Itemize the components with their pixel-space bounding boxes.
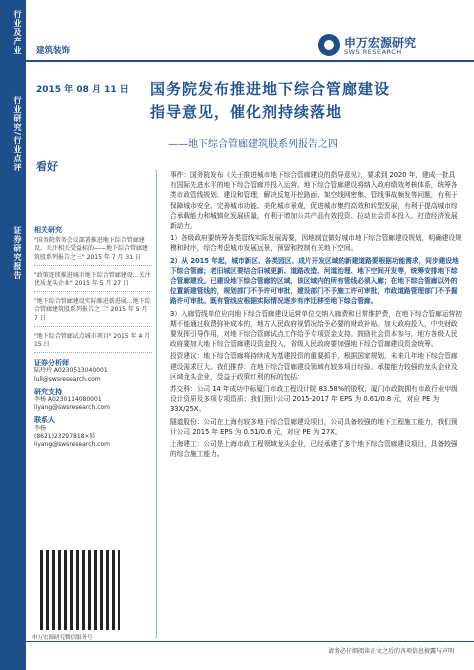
related-header: 相关研究 xyxy=(34,226,62,234)
contact-info: 李杨 A0230114080001 liyang@swsresearch.com xyxy=(34,396,111,412)
footer-disclaimer: 请务必仔细阅读正文之后的各项信息披露与声明 xyxy=(327,648,454,655)
logo-en: SWS RESEARCH xyxy=(344,48,402,56)
contact-header-2: 联系人 xyxy=(34,416,55,425)
report-body xyxy=(170,170,462,461)
analyst-info: 陆玲玲 A0230513040001 lull@swsresearch.com xyxy=(34,367,108,383)
related-item[interactable]: "地下综合管廊建设实际推进新进展…地下综合管廊建筑股系列报告之二" 2015 年 5 月 7 日 xyxy=(34,298,152,327)
related-item[interactable]: "国务院常务会议部署推进地下综合管廊建设，关注相关受益标的——地下综合管廊建筑股系列报告之三" 2015 年 7 月 31 日 xyxy=(34,237,152,266)
left-column xyxy=(34,226,152,449)
related-item[interactable]: "政策连续推进城市地下综合管廊建设…关注优质龙头企业" 2015 年 5 月 27 日 xyxy=(34,272,152,292)
sector-label: 建筑装饰 xyxy=(36,46,71,56)
report-title-line1: 国务院发布推进地下综合管廊建设 xyxy=(150,80,391,98)
body-paragraph: 2）从 2015 年起，城市新区、各类园区、成片开发区域的新建道路要根据功能需求，同步建设地下综合管廊；老旧城区要结合旧城更新、道路改造、河道治理、地下空间开发等，统筹安排地下综合管廊建设。已建设地下综合管廊的区域，该区域内的所有管线必须入廊；在地下综合管廊以外的位置新建管线的，规划部门不予许可审批，建设部门不予施工许可审批，市政道路管理部门不予掘路许可审批。既有管线应根据实际情况逐步有序迁移至地下综合管廊。 xyxy=(170,256,459,306)
contact-header: 研究支持 xyxy=(34,387,62,396)
header-divider xyxy=(26,60,474,62)
company-logo xyxy=(318,34,468,58)
analyst-header: 证券分析师 xyxy=(34,359,69,368)
body-paragraph: 苏交科：公司 14 年成功中标厦门市政工程设计院 83.58%的股权，厦门市政院拥有市政行业甲级设计资质及多项专项资质；我们预计公司 2015-2017 年 EPS 为 0.61/0.8 元，对应 PE 为 33X/25X。 xyxy=(170,385,458,414)
logo-cn: 申万宏源研究 xyxy=(344,36,417,50)
body-paragraph: 隧道股份：公司在上海有较多地下综合管廊建设项目，公司具备较强的地下工程施工能力，我们预计公司 2015 年 EPS 为 0.51/0.6 元，对应 PE 为 27X。 xyxy=(170,417,458,436)
sidebar-low-label: 证券研究报告 xyxy=(13,226,22,280)
report-subtitle: ——地下综合管廊建筑股系列报告之四 xyxy=(168,139,338,150)
related-item[interactable]: "地下综合管廊试点城市项目" 2015 年 4 月 15 日 xyxy=(34,333,152,353)
footer-divider xyxy=(26,641,474,642)
contact-info-2: 李杨 (8621)23297818×转 liyang@swsresearch.com xyxy=(34,424,111,449)
sidebar-top-label: 行业及产业 xyxy=(13,10,22,55)
body-paragraph: 上海建工：公司是上海市政工程领域龙头企业，已经承建了多个地下综合管廊建设项目，具备较强的综合施工能力。 xyxy=(170,440,458,459)
body-paragraph: 事件：国务院发布《关于推进城市地下综合管廊建设的指导意见》，要求到 2020 年，建成一批具有国际先进水平的地下综合管廊并投入运营。地下综合管廊建设将纳入政府绩效考核体系，统筹各类市政管线规划、建设和管理，解决反复开挖路面、架空线网密集、管线事故频发等问题，有利于保障城市安全、完善城市功能、美化城市景观，促进城市集约高效和转型发展，有利于提高城市综合承载能力和城镇化发展质量，有利于增加公共产品有效投资、拉动社会资本投入、打造经济发展新动力。 xyxy=(170,171,458,231)
rating: 看好 xyxy=(36,160,58,173)
qr-code-icon xyxy=(40,550,120,630)
report-title-line2: 指导意见，催化剂持续落地 xyxy=(150,103,343,121)
sidebar xyxy=(0,0,26,670)
body-paragraph: 投资建议：地下综合管廊将持续成为基建投资的重要抓手，根据国家规划，未来几年地下综合管廊建设需求巨大。我们推荐：在地下综合管廊建设领域有较多项目经验、承接能力较强的龙头企业及区域龙头企业，受益于政策红利的标的包括： xyxy=(170,352,458,381)
body-paragraph: 1）各级政府要统筹各类管线实际发展需要，因地制宜做好城市地下综合管廊建设规划，明确建设规模和时序，综合考虑城市发展远景，预留和控制有关地下空间。 xyxy=(170,234,462,253)
column-divider xyxy=(156,170,157,638)
body-paragraph: 3）入廊管线单位应向地下综合管廊建设运营单位交纳入廊费和日常维护费，在地下综合管廊运营初期不能通过收费弥补成本的，地方人民政府视情况给予必要的财政补贴。加大政府投入，中央财政要发挥引导作用，对地下综合管廊试点工作给予专项资金支持。鼓励社会资本参与，地方各级人民政府要加大地下综合管廊建设资金投入，省级人民政府要加强地下综合管廊建设资金统筹。 xyxy=(170,309,462,349)
report-date: 2015 年 08 月 11 日 xyxy=(36,85,129,95)
sidebar-mid-label: 行业研究/行业点评 xyxy=(13,96,22,172)
logo-mark-icon xyxy=(318,34,340,56)
qr-caption: 申万宏源研究微信服务号 xyxy=(32,635,93,641)
